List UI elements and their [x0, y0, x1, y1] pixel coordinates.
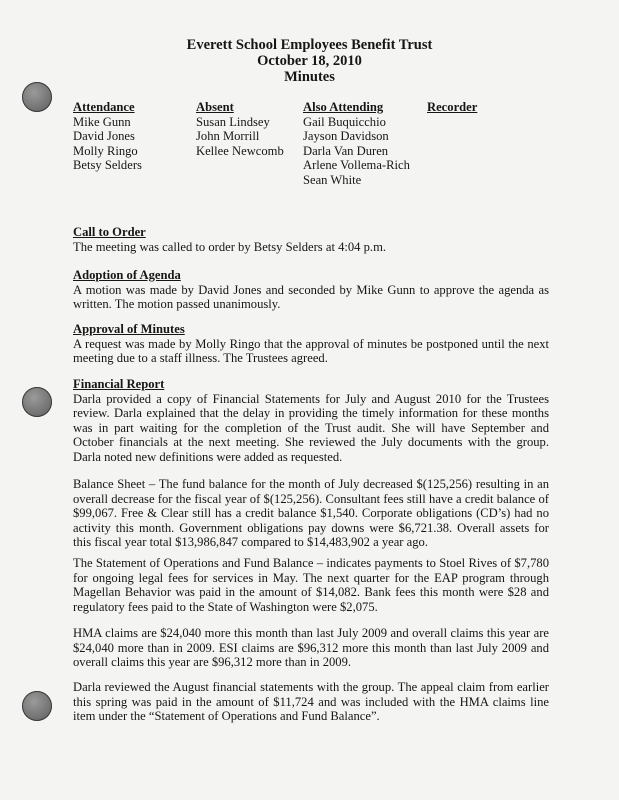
- absent-column: [196, 100, 284, 158]
- section-text: Darla reviewed the August financial statements with the group. The appeal claim from earlier this spring was paid in the amount of $11,724 and was included with the HMA claims line item under the “Statement of Operations and Fund Balance”.: [73, 680, 549, 724]
- guest-name: Darla Van Duren: [303, 143, 389, 158]
- section-text: The meeting was called to order by Betsy Selders at 4:04 p.m.: [73, 239, 387, 254]
- guest-name: Sean White: [303, 172, 362, 187]
- punch-hole-icon: [22, 387, 52, 417]
- balance-sheet-paragraph: [73, 477, 549, 550]
- section-text: Darla provided a copy of Financial Statements for July and August 2010 for the Trustees review. Darla explained that the delay in providing the timely information for these months was in part waiting for the completion of the Trust audit. She will have September and October financials at the next meeting. She reviewed the July documents with the group. Darla noted new definitions were added as requested.: [73, 391, 549, 464]
- absent-name: John Morrill: [196, 129, 260, 144]
- org-title: Everett School Employees Benefit Trust: [186, 37, 433, 53]
- attendee-name: David Jones: [73, 129, 135, 144]
- punch-hole-icon: [22, 691, 52, 721]
- attendee-name: Betsy Selders: [73, 158, 142, 173]
- also-attending-column: [303, 100, 410, 188]
- section-text: A motion was made by David Jones and seconded by Mike Gunn to approve the agenda as written. The motion passed unanimously.: [73, 282, 549, 312]
- guest-name: Arlene Vollema-Rich: [303, 158, 410, 173]
- attendance-column: [73, 100, 142, 173]
- guest-name: Gail Buquicchio: [303, 114, 386, 129]
- column-heading: Also Attending: [303, 100, 384, 114]
- section-approval-of-minutes: [73, 322, 549, 366]
- statement-of-operations-paragraph: [73, 556, 549, 614]
- guest-name: Jayson Davidson: [303, 129, 389, 144]
- attendee-name: Molly Ringo: [73, 143, 138, 158]
- section-title: Financial Report: [73, 377, 165, 391]
- section-text: A request was made by Molly Ringo that the approval of minutes be postponed until the next meeting due to a staff illness. The Trustees agreed.: [73, 336, 549, 366]
- section-text: HMA claims are $24,040 more this month than last July 2009 and overall claims this year are $24,040 more than in 2009. ESI claims are $96,312 more this month than last July 2009 and overall claims this year are $96,312 more than in 2009.: [73, 626, 549, 670]
- section-call-to-order: [73, 225, 549, 254]
- section-text: Balance Sheet – The fund balance for the month of July decreased $(125,256) resulting in an overall decrease for the fiscal year of $(125,256). Consultant fees still have a credit balance of $99,067. Free & Clear still has a credit balance $1,540. Corporate obligations (CD’s) had no activity this month. Government obligations pay downs were $6,721.38. Overall assets for this fiscal year total $13,986,847 compared to $14,483,902 a year ago.: [73, 477, 549, 550]
- section-text: The Statement of Operations and Fund Balance – indicates payments to Stoel Rives of $7,780 for ongoing legal fees for services in May. The next quarter for the EAP program through Magellan Behavior was paid in the amount of $14,082. Bank fees this month were $28 and regulatory fees paid to the State of Washington were $2,075.: [73, 556, 549, 614]
- absent-name: Kellee Newcomb: [196, 143, 284, 158]
- absent-name: Susan Lindsey: [196, 114, 270, 129]
- column-heading: Absent: [196, 100, 234, 114]
- punch-hole-icon: [22, 82, 52, 112]
- section-financial-report: [73, 377, 549, 465]
- section-title: Call to Order: [73, 225, 146, 239]
- column-heading: Recorder: [427, 100, 478, 114]
- doc-type: Minutes: [284, 69, 335, 85]
- section-adoption-of-agenda: [73, 268, 549, 312]
- august-statements-paragraph: [73, 680, 549, 724]
- recorder-column: [427, 100, 477, 115]
- meeting-date: October 18, 2010: [257, 53, 362, 69]
- section-title: Approval of Minutes: [73, 322, 185, 336]
- hma-claims-paragraph: [73, 626, 549, 670]
- attendee-name: Mike Gunn: [73, 114, 131, 129]
- section-title: Adoption of Agenda: [73, 268, 181, 282]
- column-heading: Attendance: [73, 100, 135, 114]
